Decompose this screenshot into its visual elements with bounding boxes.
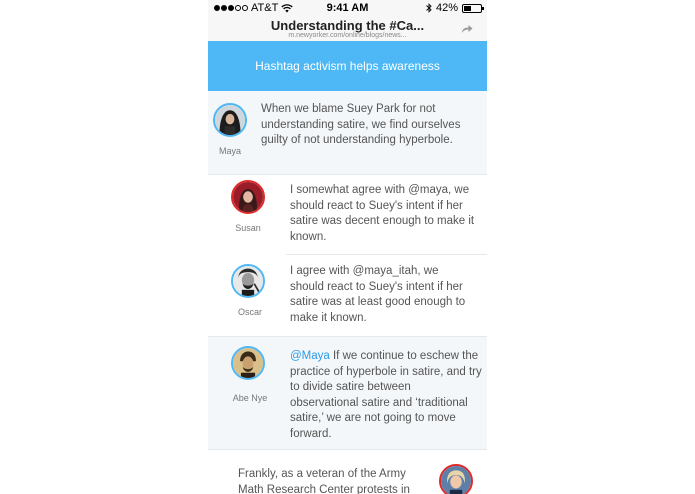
comment-oscar[interactable] xyxy=(208,255,487,336)
avatar-commenter[interactable] xyxy=(439,464,473,494)
battery-fill xyxy=(464,6,471,11)
topic-banner[interactable] xyxy=(208,41,487,91)
phone-screen xyxy=(208,0,487,494)
topic-banner-text: Hashtag activism helps awareness xyxy=(255,59,440,73)
avatar-maya[interactable] xyxy=(213,103,247,137)
bluetooth-icon xyxy=(426,3,432,13)
comment-maya[interactable] xyxy=(208,91,487,174)
comment-text: I agree with @maya_itah, we should react to Suey's intent if her satire was at least good enough to make it known. xyxy=(290,265,466,324)
page-url[interactable]: m.newyorker.com/online/blogs/news... xyxy=(288,32,407,39)
avatar-oscar[interactable] xyxy=(231,264,265,298)
status-time: 9:41 AM xyxy=(326,2,369,14)
browser-nav-bar xyxy=(208,17,487,41)
mention-link[interactable]: @Maya xyxy=(290,350,330,362)
comment-text: Frankly, as a veteran of the Army Math Research Center protests in xyxy=(238,468,410,494)
comment-partial[interactable] xyxy=(208,450,487,494)
status-bar xyxy=(208,0,487,17)
comment-body: If we continue to eschew the practice of hyperbole in satire, and try to divide satire between observational satire and ‘traditional satire,’ we are not going to move forward. xyxy=(290,350,482,440)
comment-text: When we blame Suey Park for not understanding satire, we find ourselves guilty of not understanding hyperbole. xyxy=(261,103,461,146)
battery-icon xyxy=(462,4,482,13)
commenter-name: Abe Nye xyxy=(232,393,268,403)
comment-susan[interactable] xyxy=(208,175,487,255)
comment-text xyxy=(290,349,482,442)
comment-text: I somewhat agree with @maya, we should react to Suey's intent if her satire was decent enough to make it known. xyxy=(290,184,475,243)
commenter-name: Maya xyxy=(218,146,241,156)
commenter-name: Oscar xyxy=(237,307,262,317)
comment-abe-nye[interactable] xyxy=(208,337,487,449)
page-title[interactable]: Understanding the #Ca... xyxy=(270,18,425,33)
battery-percent: 42% xyxy=(435,2,458,14)
share-arrow-icon[interactable] xyxy=(461,24,473,34)
commenter-name: Susan xyxy=(235,223,261,233)
carrier-label: AT&T xyxy=(251,2,279,14)
status-right xyxy=(426,2,482,14)
avatar-abe-nye[interactable] xyxy=(231,346,265,380)
avatar-susan[interactable] xyxy=(231,180,265,214)
